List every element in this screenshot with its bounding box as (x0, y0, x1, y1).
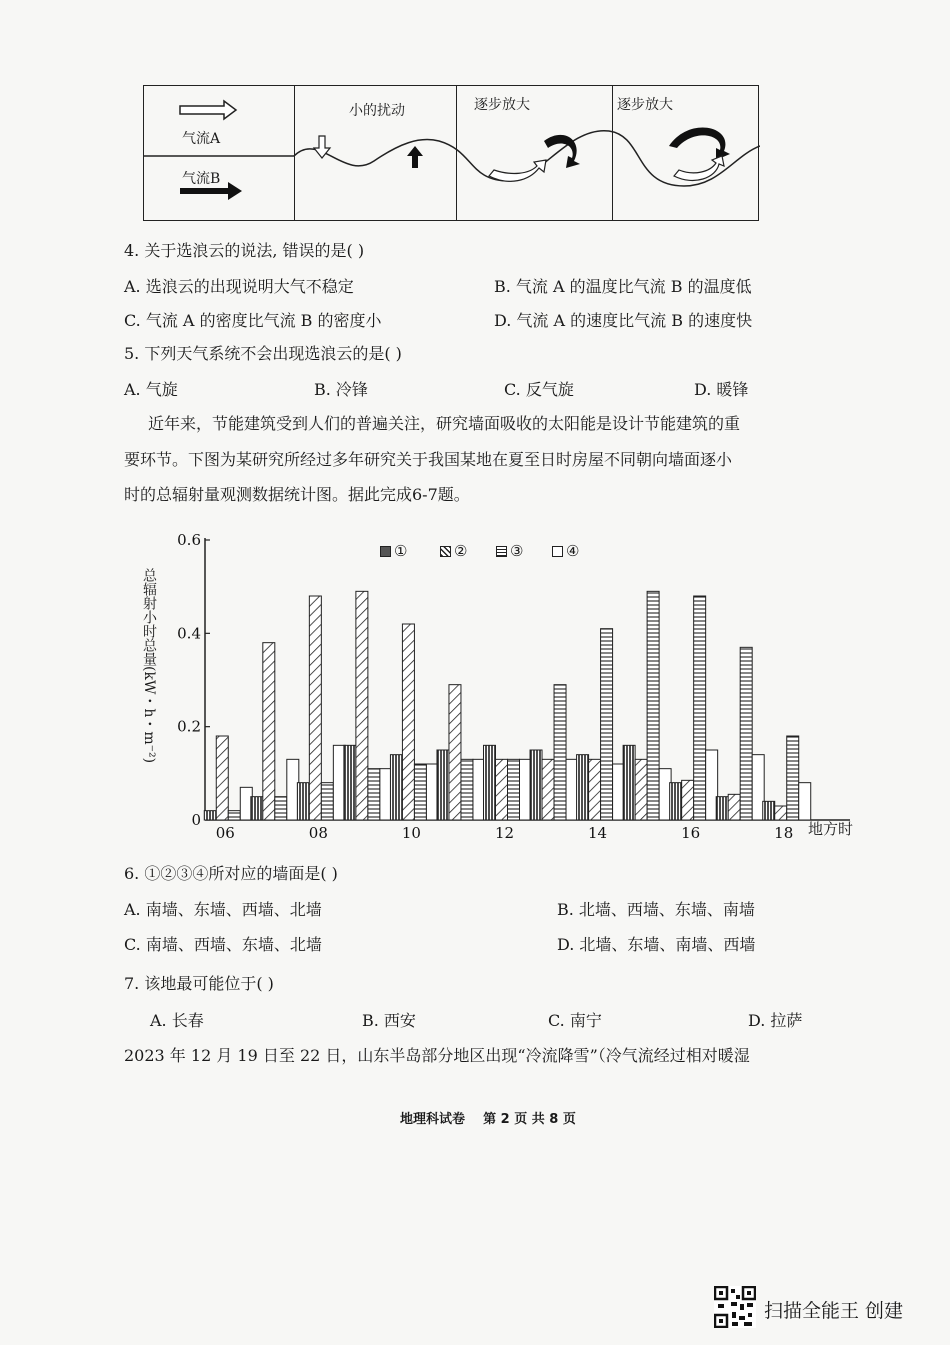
next-passage-line: 2023 年 12 月 19 日至 22 日，山东半岛部分地区出现“冷流降雪”（冷气流经过相对暖湿 (124, 1046, 750, 1065)
x-tick-label: 12 (494, 824, 515, 842)
stage-divider (456, 86, 457, 220)
q7-option-b: B. 西安 (362, 1011, 416, 1030)
up-arrow-icon (407, 146, 423, 168)
bar-series-3 (647, 591, 659, 820)
q6-option-a: A. 南墙、东墙、西墙、北墙 (124, 900, 322, 919)
bar-series-3 (508, 759, 520, 820)
x-tick-label: 18 (774, 824, 794, 842)
radiation-bar-chart (110, 528, 870, 848)
q5-option-a: A. 气旋 (124, 380, 178, 399)
legend-item-2 (440, 542, 467, 560)
stage-divider (294, 86, 295, 220)
x-tick-label: 08 (308, 824, 328, 842)
stage-label-2: 逐步放大 (474, 97, 530, 113)
chart-x-axis-label: 地方时 (808, 820, 854, 838)
x-tick-label: 16 (681, 824, 701, 842)
bar-series-1 (716, 797, 728, 820)
q5-option-b: B. 冷锋 (314, 380, 368, 399)
y-tick-label: 0.2 (177, 717, 201, 736)
y-tick-label: 0.4 (177, 624, 201, 643)
bar-series-4 (799, 783, 811, 820)
bar-series-1 (670, 783, 682, 820)
legend-label-4: ④ (566, 542, 580, 560)
scanner-watermark: 扫描全能王 创建 (764, 1300, 904, 1322)
stage-label-3: 逐步放大 (617, 97, 673, 113)
legend-swatch-blank (552, 546, 563, 557)
bar-series-2 (449, 685, 461, 820)
bar-series-2 (496, 759, 508, 820)
chart-y-axis-label: 总辐射小时总量(kW・h・m⁻²) (141, 568, 157, 764)
bar-series-1 (204, 811, 216, 820)
bar-series-1 (437, 750, 449, 820)
x-tick-label: 06 (215, 824, 235, 842)
bar-series-2 (309, 596, 321, 820)
q6-option-d: D. 北墙、东墙、南墙、西墙 (557, 935, 756, 954)
bar-series-3 (275, 797, 287, 820)
q5-option-c: C. 反气旋 (504, 380, 574, 399)
page-footer: 地理科试卷 第 2 页 共 8 页 (400, 1112, 576, 1127)
q4-option-b: B. 气流 A 的温度比气流 B 的温度低 (494, 277, 752, 296)
legend-swatch-horizontal (496, 546, 507, 557)
q5-option-d: D. 暖锋 (694, 380, 749, 399)
q6-stem: 6. ①②③④所对应的墙面是( ) (124, 864, 338, 883)
bar-series-2 (589, 759, 601, 820)
bar-series-2 (263, 643, 275, 820)
bar-series-2 (728, 794, 740, 820)
intro-line-3: 时的总辐射量观测数据统计图。据此完成6-7题。 (124, 485, 470, 504)
bar-series-1 (390, 755, 402, 820)
q4-option-d: D. 气流 A 的速度比气流 B 的速度快 (494, 311, 753, 330)
bar-series-1 (344, 745, 356, 820)
q7-option-c: C. 南宁 (548, 1011, 602, 1030)
x-tick-label: 14 (588, 824, 608, 842)
chart-canvas (110, 528, 870, 848)
legend-label-2: ② (454, 542, 468, 560)
bar-series-1 (297, 783, 309, 820)
bar-series-2 (775, 806, 787, 820)
q5-stem: 5. 下列天气系统不会出现选浪云的是( ) (124, 344, 402, 363)
bar-series-1 (577, 755, 589, 820)
stage-divider (612, 86, 613, 220)
bar-series-1 (484, 745, 496, 820)
intro-line-1: 近年来，节能建筑受到人们的普遍关注，研究墙面吸收的太阳能是设计节能建筑的重 (148, 414, 741, 433)
flow-a-label: 气流A (182, 131, 221, 147)
bar-series-3 (321, 783, 333, 820)
legend-item-1 (380, 542, 407, 560)
flow-a-arrow-icon (180, 101, 236, 119)
bar-series-3 (228, 811, 240, 820)
y-tick-label: 0 (191, 811, 201, 829)
bar-series-3 (368, 769, 380, 820)
bar-series-1 (623, 745, 635, 820)
bar-series-3 (787, 736, 799, 820)
q4-option-c: C. 气流 A 的密度比气流 B 的密度小 (124, 311, 382, 330)
legend-swatch-diagonal (440, 546, 451, 557)
q4-option-a: A. 选浪云的出现说明大气不稳定 (124, 277, 354, 296)
legend-label-1: ① (394, 542, 408, 560)
legend-swatch-dense (380, 546, 391, 557)
bar-series-3 (694, 596, 706, 820)
flow-b-label: 气流B (182, 171, 221, 187)
q6-option-c: C. 南墙、西墙、东墙、北墙 (124, 935, 322, 954)
bar-series-3 (461, 759, 473, 820)
qr-code-icon (714, 1286, 756, 1328)
bar-series-1 (251, 797, 263, 820)
bar-series-3 (740, 647, 752, 820)
q4-stem: 4. 关于选浪云的说法, 错误的是( ) (124, 241, 365, 260)
bar-series-2 (542, 759, 554, 820)
bar-series-1 (763, 801, 775, 820)
bar-series-2 (682, 780, 694, 820)
billow-cloud-diagram (143, 85, 759, 221)
y-tick-label: 0.6 (177, 531, 201, 549)
legend-item-4 (552, 542, 579, 560)
bar-series-3 (554, 685, 566, 820)
bar-series-2 (216, 736, 228, 820)
bar-series-3 (601, 629, 613, 820)
bar-series-2 (402, 624, 414, 820)
q7-option-a: A. 长春 (150, 1011, 204, 1030)
intro-line-2: 要环节。下图为某研究所经过多年研究关于我国某地在夏至日时房屋不同朝向墙面逐小 (124, 450, 733, 469)
q6-option-b: B. 北墙、西墙、东墙、南墙 (557, 900, 755, 919)
bar-series-3 (414, 764, 426, 820)
bar-series-1 (530, 750, 542, 820)
curl-hollow-arrow-icon (489, 160, 546, 181)
bar-series-2 (356, 591, 368, 820)
legend-item-3 (496, 542, 523, 560)
stage-label-1: 小的扰动 (349, 103, 405, 119)
q7-option-d: D. 拉萨 (748, 1011, 803, 1030)
swirl-solid-arrow-icon (669, 127, 730, 160)
bar-series-2 (635, 759, 647, 820)
q7-stem: 7. 该地最可能位于( ) (124, 974, 274, 993)
x-tick-label: 10 (401, 824, 421, 842)
legend-label-3: ③ (510, 542, 524, 560)
